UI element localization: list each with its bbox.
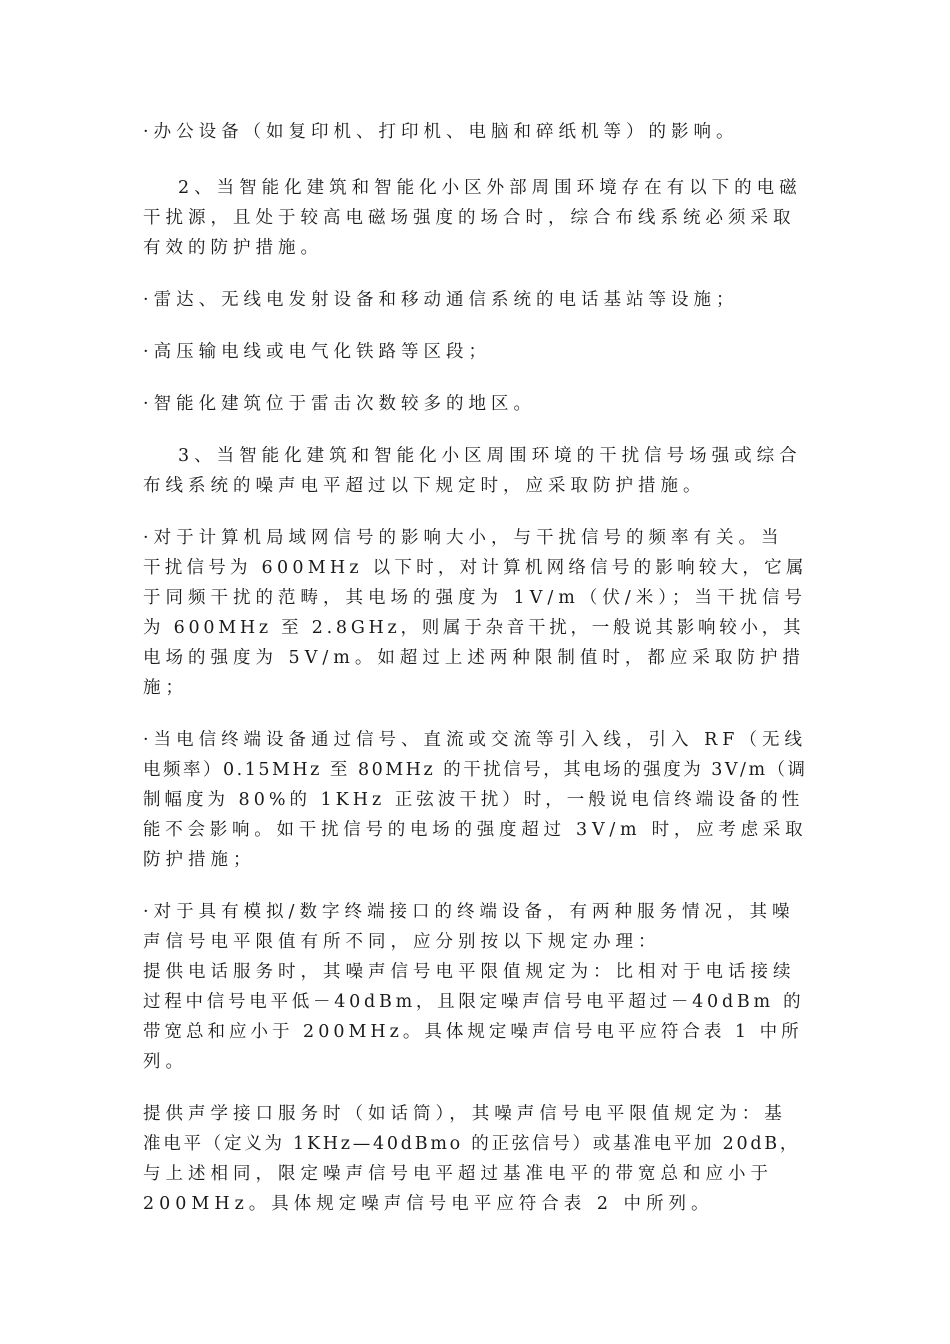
text-line: ·对于计算机局域网信号的影响大小，与干扰信号的频率有关。当 bbox=[143, 528, 784, 548]
paragraph-external-interference bbox=[143, 173, 808, 263]
text-line: 能不会影响。如干扰信号的电场的强度超过 3V/m 时，应考虑采取 bbox=[143, 820, 808, 840]
paragraph-radar bbox=[143, 285, 808, 315]
paragraph-analog-digital bbox=[143, 897, 808, 1077]
text-line: 提供电话服务时，其噪声信号电平限值规定为：比相对于电话接续 bbox=[143, 962, 796, 982]
text-line: ·办公设备（如复印机、打印机、电脑和碎纸机等）的影响。 bbox=[143, 122, 739, 142]
text-line: 提供声学接口服务时（如话筒），其噪声信号电平限值规定为：基 bbox=[143, 1104, 787, 1124]
text-line: 与上述相同，限定噪声信号电平超过基准电平的带宽总和应小于 bbox=[143, 1164, 773, 1184]
text-line: 3、当智能化建筑和智能化小区周围环境的干扰信号场强或综合 bbox=[178, 446, 802, 466]
paragraph-telecom-terminal bbox=[143, 725, 808, 875]
text-line: 于同频干扰的范畴，其电场的强度为 1V/m（伏/米）；当干扰信号 bbox=[143, 588, 807, 608]
paragraph-lightning bbox=[143, 389, 808, 419]
text-line: 2、当智能化建筑和智能化小区外部周围环境存在有以下的电磁 bbox=[178, 178, 802, 198]
text-line: ·当电信终端设备通过信号、直流或交流等引入线，引入 RF（无线 bbox=[143, 730, 807, 750]
text-line: 电频率）0.15MHz 至 80MHz 的干扰信号，其电场的强度为 3V/m（调 bbox=[143, 760, 808, 780]
text-line: ·智能化建筑位于雷击次数较多的地区。 bbox=[143, 394, 537, 414]
text-line: 制幅度为 80%的 1KHz 正弦波干扰）时，一般说电信终端设备的性 bbox=[143, 790, 804, 810]
text-line: 准电平（定义为 1KHz—40dBmo 的正弦信号）或基准电平加 20dB， bbox=[143, 1134, 801, 1154]
text-line: 过程中信号电平低－40dBm，且限定噪声信号电平超过－40dBm 的 bbox=[143, 992, 805, 1012]
text-line: 电场的强度为 5V/m。如超过上述两种限制值时，都应采取防护措 bbox=[143, 648, 805, 668]
text-line: 干扰源，且处于较高电磁场强度的场合时，综合布线系统必须采取 bbox=[143, 208, 796, 228]
paragraph-noise-level bbox=[143, 441, 808, 501]
paragraph-office-equipment bbox=[143, 117, 808, 147]
text-line: 200MHz。具体规定噪声信号电平应符合表 2 中所列。 bbox=[143, 1194, 714, 1214]
paragraph-lan-signal bbox=[143, 523, 808, 703]
text-line: ·雷达、无线电发射设备和移动通信系统的电话基站等设施； bbox=[143, 290, 739, 310]
text-line: 施； bbox=[143, 678, 188, 698]
paragraph-acoustic-interface bbox=[143, 1099, 808, 1219]
text-line: 声信号电平限值有所不同，应分别按以下规定办理： bbox=[143, 932, 661, 952]
text-line: 带宽总和应小于 200MHz。具体规定噪声信号电平应符合表 1 中所 bbox=[143, 1022, 803, 1042]
paragraph-power-lines bbox=[143, 337, 808, 367]
text-line: 为 600MHz 至 2.8GHz，则属于杂音干扰，一般说其影响较小，其 bbox=[143, 618, 805, 638]
text-line: ·对于具有模拟/数字终端接口的终端设备，有两种服务情况，其噪 bbox=[143, 902, 795, 922]
text-line: ·高压输电线或电气化铁路等区段； bbox=[143, 342, 492, 362]
text-line: 布线系统的噪声电平超过以下规定时，应采取防护措施。 bbox=[143, 476, 706, 496]
text-line: 列。 bbox=[143, 1052, 188, 1072]
text-line: 有效的防护措施。 bbox=[143, 238, 323, 258]
text-line: 干扰信号为 600MHz 以下时，对计算机网络信号的影响较大，它属 bbox=[143, 558, 808, 578]
text-line: 防护措施； bbox=[143, 850, 256, 870]
